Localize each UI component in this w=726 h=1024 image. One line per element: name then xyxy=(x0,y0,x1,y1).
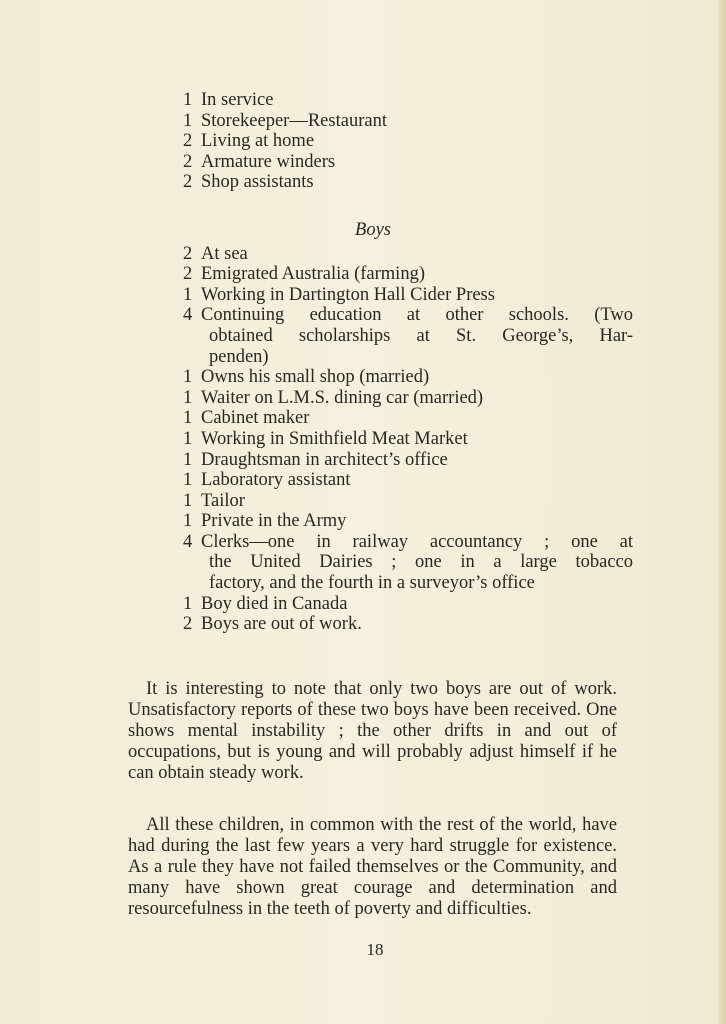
list-item xyxy=(183,131,633,152)
list-item xyxy=(183,111,633,132)
item-text: In service xyxy=(201,90,274,110)
list-item xyxy=(183,152,633,173)
item-count: 1 xyxy=(183,490,193,511)
item-text: Working in Smithfield Meat Market xyxy=(201,428,468,449)
list-item xyxy=(183,264,633,285)
list-item-continuation xyxy=(183,347,633,368)
item-count: 1 xyxy=(183,470,193,491)
item-text: Armature winders xyxy=(201,151,336,172)
item-text: Private in the Army xyxy=(201,511,347,532)
list-item xyxy=(183,614,633,635)
item-count: 2 xyxy=(183,172,193,193)
item-text: Emigrated Australia (farming) xyxy=(201,264,425,285)
list-item xyxy=(183,172,633,193)
item-text: Laboratory assistant xyxy=(201,470,351,491)
item-count: 2 xyxy=(183,151,193,172)
list-item xyxy=(183,491,633,512)
item-count: 2 xyxy=(183,243,193,264)
item-text: Boys are out of work. xyxy=(201,614,362,635)
item-count: 1 xyxy=(183,593,193,614)
item-text: Cabinet maker xyxy=(201,408,310,429)
boys-list xyxy=(183,244,633,635)
paragraph-out-of-work: It is interesting to note that only two boys are out of work. Unsatisfactory reports of these two boys have been received. One shows mental instability ; the other drifts in and out of occupations, but is young and will probably adjust himself if he can obtain steady work. xyxy=(128,678,617,783)
list-item xyxy=(183,90,633,111)
list-item xyxy=(183,450,633,471)
item-count: 1 xyxy=(183,367,193,388)
item-text: At sea xyxy=(201,243,248,264)
item-count: 1 xyxy=(183,408,193,429)
list-item xyxy=(183,408,633,429)
item-count: 2 xyxy=(183,131,193,152)
item-count: 4 xyxy=(183,305,193,326)
list-item xyxy=(183,285,633,306)
item-text: Working in Dartington Hall Cider Press xyxy=(201,284,495,305)
list-item xyxy=(183,367,633,388)
list-item xyxy=(183,594,633,615)
item-text: factory, and the fourth in a surveyor’s office xyxy=(209,573,535,594)
occupation-list xyxy=(183,90,633,635)
item-text: Boy died in Canada xyxy=(201,593,348,614)
item-text: Waiter on L.M.S. dining car (married) xyxy=(201,387,484,408)
item-count: 1 xyxy=(183,110,193,131)
list-item xyxy=(183,244,633,265)
item-count: 2 xyxy=(183,614,193,635)
item-text: Tailor xyxy=(201,490,245,511)
list-item-continuation xyxy=(183,573,633,594)
list-item xyxy=(183,305,633,326)
item-text: Owns his small shop (married) xyxy=(201,367,430,388)
item-count: 1 xyxy=(183,90,193,110)
item-count: 1 xyxy=(183,428,193,449)
item-text: Living at home xyxy=(201,131,315,152)
list-item-continuation xyxy=(183,552,633,573)
page-edge xyxy=(718,0,726,1024)
item-count: 2 xyxy=(183,264,193,285)
item-count: 1 xyxy=(183,449,193,470)
girls-list xyxy=(183,90,633,193)
item-text: Shop assistants xyxy=(201,172,314,193)
paragraph-struggle: All these children, in common with the rest of the world, have had during the last few years a very hard struggle for existence. As a rule they have not failed themselves or the Community, and many have shown great courage and determination and resourcefulness in the teeth of poverty and difficulties. xyxy=(128,814,617,919)
item-text: penden) xyxy=(209,346,269,367)
item-count: 4 xyxy=(183,531,193,552)
item-text: Draughtsman in architect’s office xyxy=(201,449,448,470)
list-item-continuation xyxy=(183,326,633,347)
item-text: obtained scholarships at St. George’s, Har- xyxy=(209,325,633,346)
list-item xyxy=(183,511,633,532)
page-number: 18 xyxy=(366,940,384,959)
item-count: 1 xyxy=(183,387,193,408)
item-text: Storekeeper—Restaurant xyxy=(201,110,387,131)
boys-heading: Boys xyxy=(355,219,391,240)
item-count: 1 xyxy=(183,284,193,305)
list-item xyxy=(183,388,633,409)
list-item xyxy=(183,532,633,553)
item-count: 1 xyxy=(183,511,193,532)
item-text: the United Dairies ; one in a large tobacco xyxy=(209,552,633,573)
item-text: Clerks—one in railway accountancy ; one at xyxy=(201,531,633,552)
list-item xyxy=(183,429,633,450)
list-item xyxy=(183,470,633,491)
item-text: Continuing education at other schools. (Two xyxy=(201,305,633,326)
